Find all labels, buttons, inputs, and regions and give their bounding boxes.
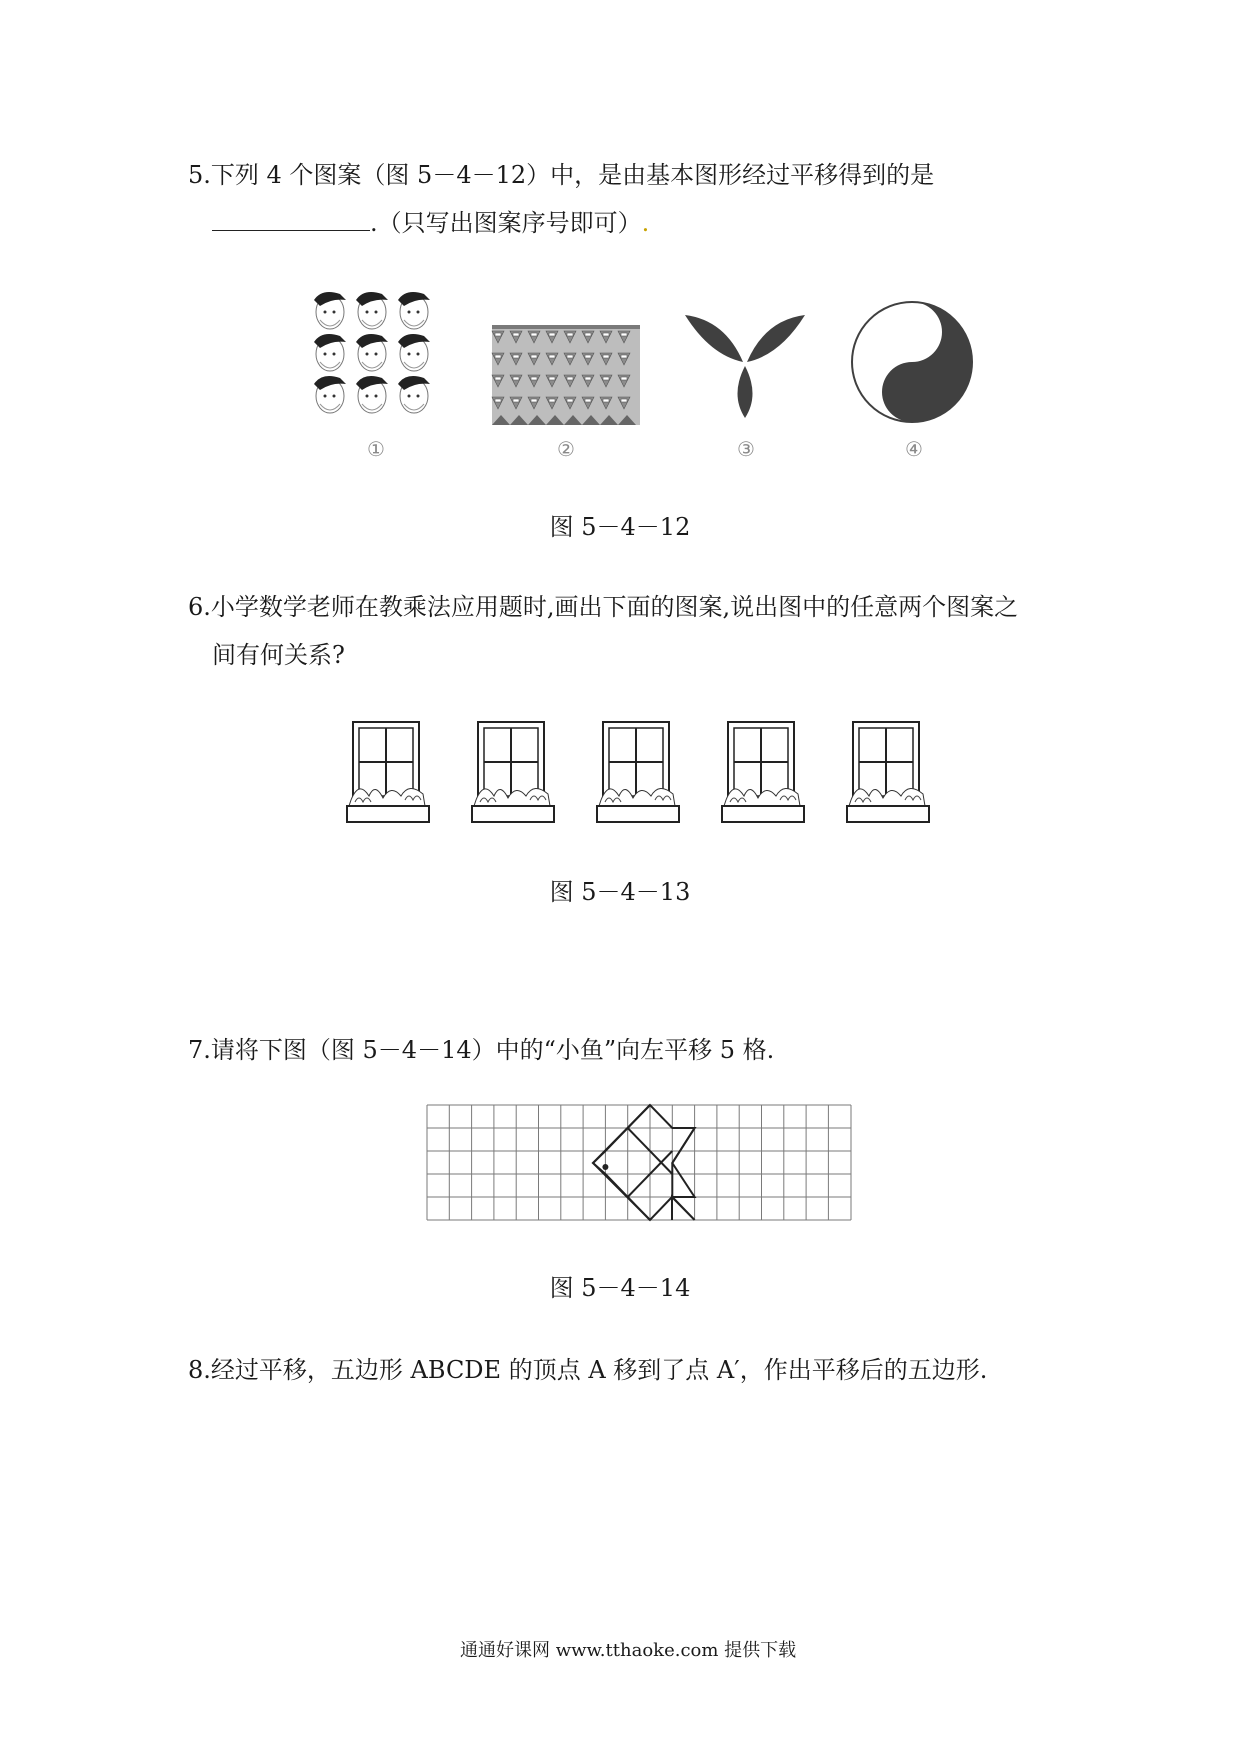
figure-label-2: ② [557, 437, 575, 461]
question-8-line1: 8.经过平移，五边形 ABCDE 的顶点 A 移到了点 A′，作出平移后的五边形. [188, 1356, 988, 1384]
figure-label-4: ④ [905, 437, 923, 461]
windows-row-image [345, 720, 945, 830]
question-7-line1: 7.请将下图（图 5－4－14）中的“小鱼”向左平移 5 格. [188, 1036, 775, 1064]
figure-label-1: ① [367, 437, 385, 461]
footer-text: 通通好课网 www.tthaoke.com 提供下载 [460, 1640, 797, 1661]
answer-blank [212, 208, 370, 231]
question-5-line2 [212, 208, 649, 238]
grid-with-fish-image [427, 1105, 852, 1221]
question-5-line1: 5.下列 4 个图案（图 5－4－12）中，是由基本图形经过平移得到的是 [188, 161, 935, 189]
question-6-line2: 间有何关系? [212, 641, 345, 669]
pattern-2-tiles-image [492, 325, 640, 425]
pattern-3-leaves-image [680, 310, 810, 420]
question-5-instruction: .（只写出图案序号即可） [370, 209, 642, 237]
question-6-line1: 6.小学数学老师在教乘法应用题时,画出下面的图案,说出图中的任意两个图案之 [188, 593, 1019, 621]
pattern-1-heads-image [310, 290, 445, 425]
figure-caption-5-4-13: 图 5－4－13 [549, 878, 691, 906]
figure-caption-5-4-14: 图 5－4－14 [549, 1274, 691, 1302]
pattern-4-yinyang-image [850, 300, 974, 424]
yellow-dot: . [641, 209, 650, 237]
figure-caption-5-4-12: 图 5－4－12 [549, 513, 691, 541]
figure-label-3: ③ [737, 437, 755, 461]
